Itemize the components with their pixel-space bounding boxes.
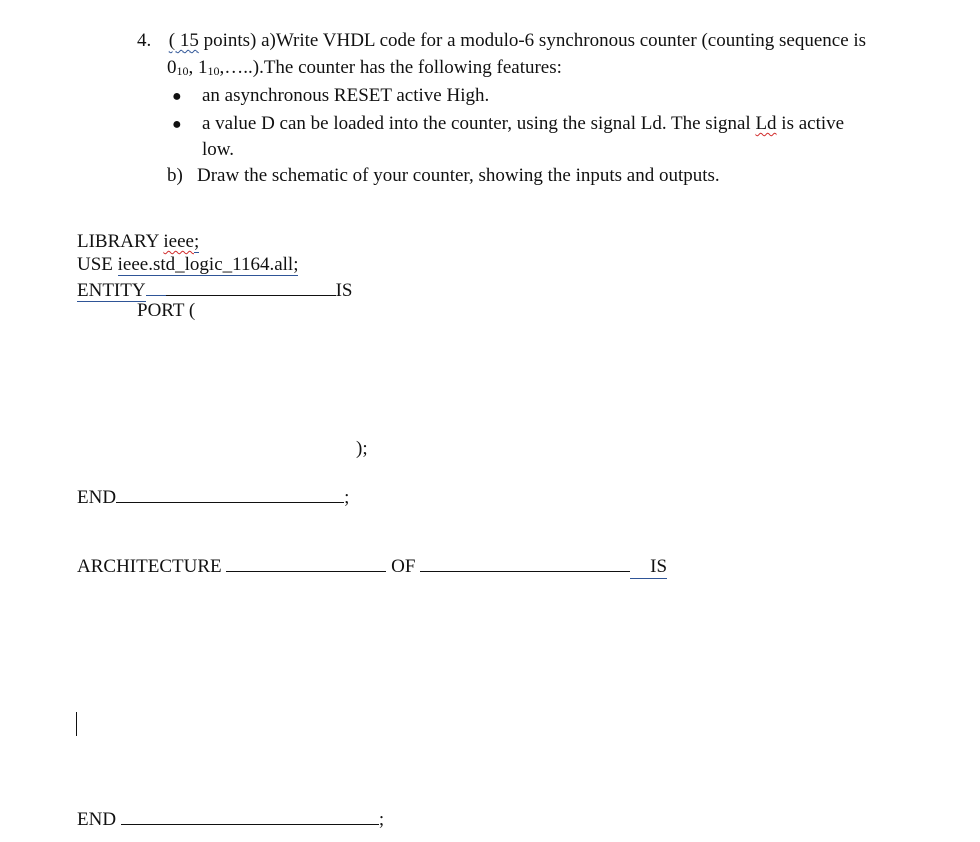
use-package: ieee.std_logic_1164.all bbox=[117, 254, 294, 275]
end-entity-line bbox=[77, 484, 349, 509]
library-name: ieee bbox=[163, 231, 194, 252]
architecture-entity-blank[interactable] bbox=[420, 553, 630, 572]
entity-underline-stub bbox=[146, 277, 166, 296]
bullet-2-main: a value D can be loaded into the counter, using the signal Ld. The signal bbox=[202, 113, 751, 134]
question-number: 4. bbox=[137, 30, 152, 51]
library-semicolon: ; bbox=[193, 231, 200, 252]
question-line-2: $0_{10}$, $1_{10},\dots..).The$ counter has the following features: bbox=[167, 57, 562, 78]
question-line-1 bbox=[137, 30, 866, 52]
entity-is-keyword: IS bbox=[335, 280, 353, 301]
bullet-2-text bbox=[202, 113, 844, 135]
end-architecture-line bbox=[77, 806, 384, 831]
bullet-2-end: is active bbox=[781, 113, 845, 134]
end-architecture-keyword: END bbox=[77, 809, 117, 830]
part-b-label: b) bbox=[167, 165, 183, 186]
text-cursor bbox=[76, 712, 77, 736]
entity-line bbox=[77, 277, 353, 302]
bullet-1-icon: ● bbox=[172, 88, 182, 105]
part-a-text: a)Write VHDL code for a modulo-6 synchronous counter (counting sequence is bbox=[261, 30, 867, 51]
features-intro: ,…..).The counter has the following features: bbox=[219, 57, 562, 78]
architecture-line bbox=[77, 553, 667, 579]
end-entity-blank[interactable] bbox=[116, 484, 344, 503]
seq-1-base: 10 bbox=[207, 64, 220, 78]
end-architecture-blank[interactable] bbox=[121, 806, 379, 825]
entity-keyword: ENTITY bbox=[77, 280, 146, 301]
ld-signal: Ld bbox=[755, 113, 777, 134]
part-b-text: Draw the schematic of your counter, showing the inputs and outputs. bbox=[197, 165, 720, 186]
use-semicolon: ; bbox=[293, 254, 299, 275]
bullet-2-icon: ● bbox=[172, 116, 182, 133]
architecture-keyword: ARCHITECTURE bbox=[77, 556, 222, 577]
end-architecture-semicolon: ; bbox=[378, 809, 385, 830]
points-value: ( 15 bbox=[168, 30, 199, 51]
library-line bbox=[77, 231, 199, 253]
seq-0: 0 bbox=[167, 57, 177, 78]
architecture-is-keyword: IS bbox=[630, 556, 667, 579]
of-keyword: OF bbox=[391, 556, 416, 577]
use-keyword: USE bbox=[77, 254, 113, 275]
port-open: PORT ( bbox=[137, 300, 196, 321]
use-line bbox=[77, 254, 298, 276]
bullet-2-continuation: low. bbox=[202, 139, 235, 160]
port-close: ); bbox=[356, 438, 368, 459]
seq-0-base: 10 bbox=[176, 64, 189, 78]
end-entity-semicolon: ; bbox=[344, 487, 350, 508]
entity-name-blank[interactable] bbox=[166, 277, 336, 296]
end-entity-keyword: END bbox=[77, 487, 117, 508]
architecture-name-blank[interactable] bbox=[226, 553, 386, 572]
library-keyword: LIBRARY bbox=[77, 231, 159, 252]
seq-1: 1 bbox=[198, 57, 208, 78]
points-word: points) bbox=[203, 30, 257, 51]
bullet-1-text: an asynchronous RESET active High. bbox=[202, 85, 490, 106]
